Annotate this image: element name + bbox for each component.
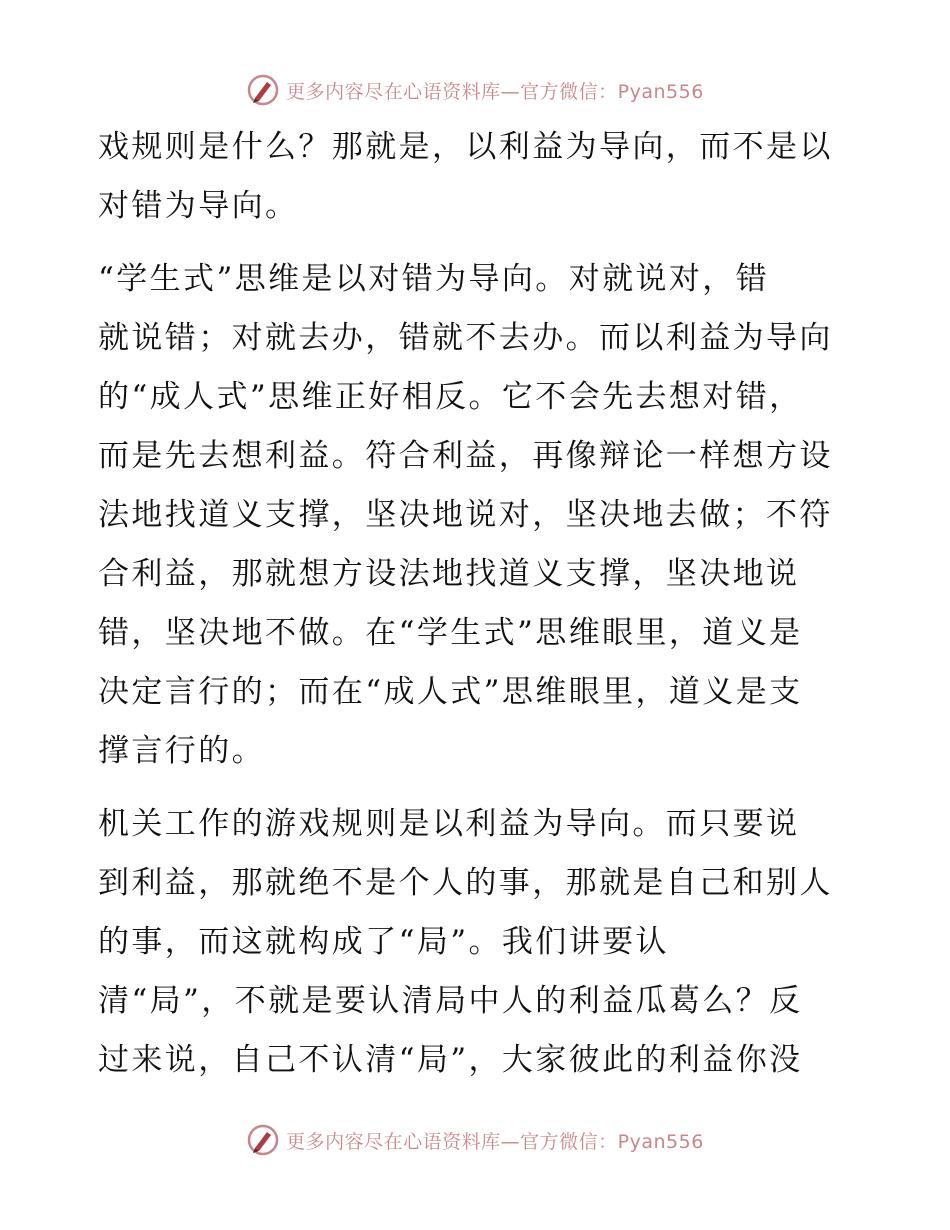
text-line: 的“成人式”思维正好相反。它不会先去想对错，	[98, 379, 803, 415]
paragraph-3	[98, 795, 858, 1090]
text-line: 机关工作的游戏规则是以利益为导向。而只要说	[98, 806, 800, 842]
paragraph-1	[98, 118, 858, 236]
text-line: 戏规则是什么？那就是，以利益为导向，而不是以	[98, 129, 833, 165]
text-line: 撑言行的。	[98, 733, 265, 769]
text-line: 清“局”，不就是要认清局中人的利益瓜葛么？反	[98, 983, 803, 1019]
text-line: 而是先去想利益。符合利益，再像辩论一样想方设	[98, 438, 833, 474]
watermark-text: 更多内容尽在心语资料库—官方微信：Pyan556	[286, 80, 704, 103]
watermark-footer	[0, 1122, 950, 1158]
page-body	[98, 118, 858, 1090]
text-line: 到利益，那就绝不是个人的事，那就是自己和别人	[98, 865, 833, 901]
text-line: 合利益，那就想方设法地找道义支撑，坚决地说	[98, 556, 800, 592]
text-line: 法地找道义支撑，坚决地说对，坚决地去做；不符	[98, 497, 833, 533]
text-line: 对错为导向。	[98, 188, 299, 224]
paragraph-2	[98, 250, 858, 781]
watermark-header	[0, 72, 950, 108]
text-line: 决定言行的；而在“成人式”思维眼里，道义是支	[98, 674, 803, 710]
text-line: 错，坚决地不做。在“学生式”思维眼里，道义是	[98, 615, 803, 651]
text-line: 过来说，自己不认清“局”，大家彼此的利益你没	[98, 1042, 803, 1078]
text-line: 就说错；对就去办，错就不去办。而以利益为导向	[98, 320, 833, 356]
pen-logo-icon	[246, 1123, 280, 1157]
pen-logo-icon	[246, 73, 280, 107]
text-line: 的事，而这就构成了“局”。我们讲要认	[98, 924, 669, 960]
watermark-text: 更多内容尽在心语资料库—官方微信：Pyan556	[286, 1130, 704, 1153]
text-line: “学生式”思维是以对错为导向。对就说对，错	[98, 261, 770, 297]
